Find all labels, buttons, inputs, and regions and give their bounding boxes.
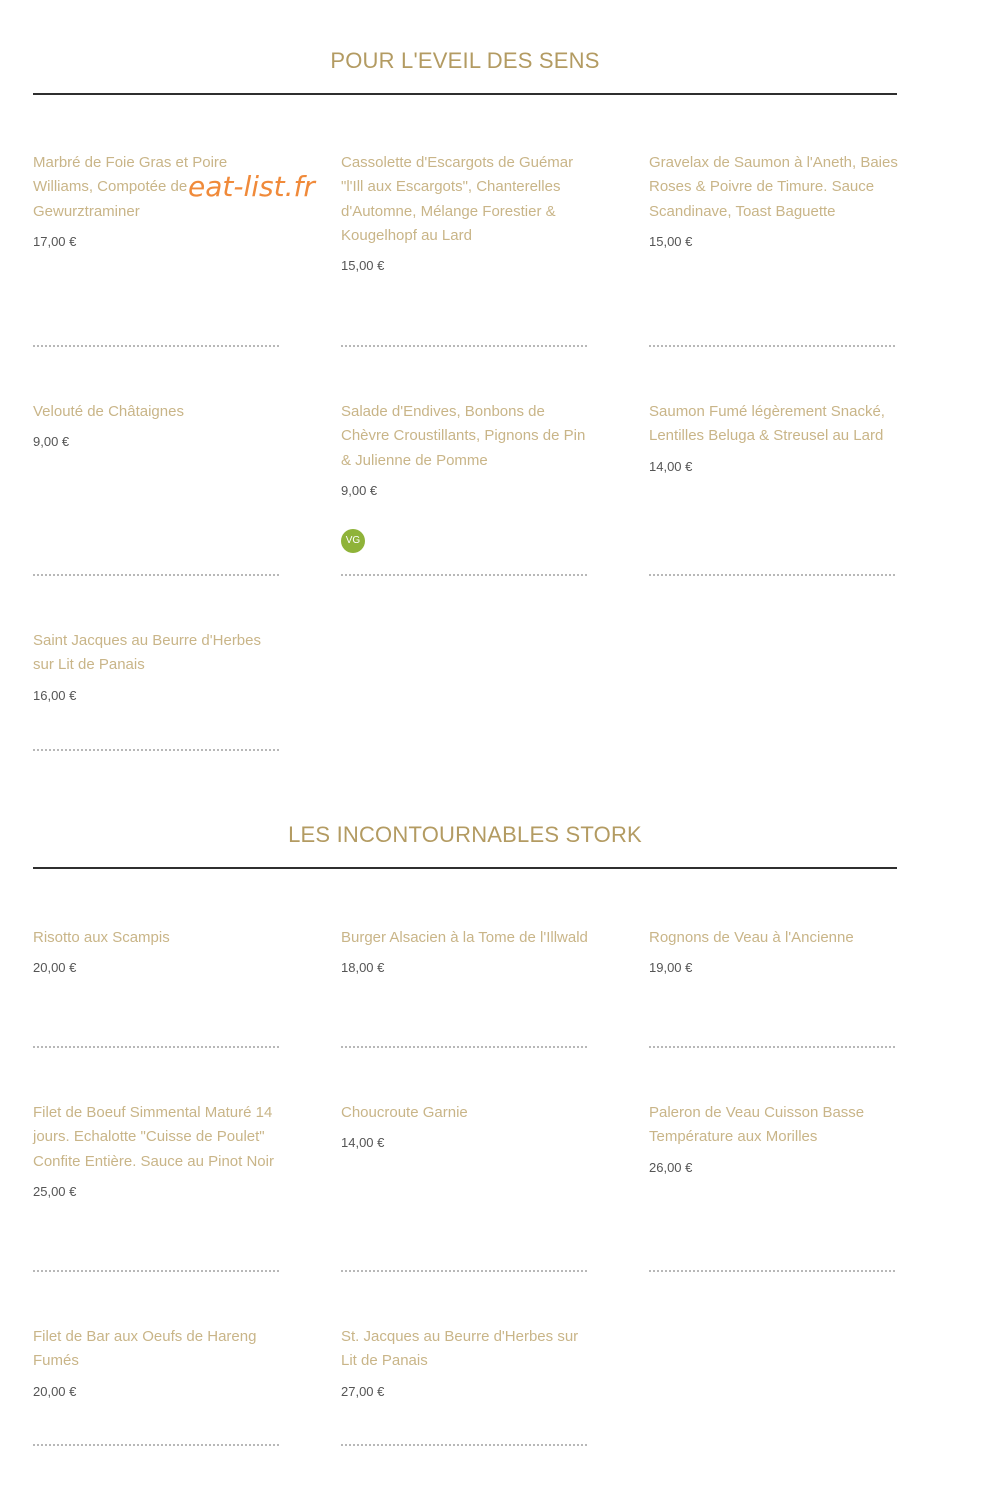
dotted-separator xyxy=(33,749,279,751)
menu-item xyxy=(341,1325,591,1399)
dish-name: Gravelax de Saumon à l'Aneth, Baies Roses & Poivre de Timure. Sauce Scandinave, Toast Baguette xyxy=(649,154,898,220)
dotted-separator xyxy=(33,345,279,347)
dotted-separator xyxy=(341,1270,587,1272)
section-divider xyxy=(33,93,897,95)
dish-price: 14,00 € xyxy=(649,458,693,474)
menu-item xyxy=(649,926,899,975)
dotted-separator xyxy=(649,1270,895,1272)
dish-price: 14,00 € xyxy=(341,1135,385,1151)
menu-item xyxy=(649,400,899,474)
dish-name: Filet de Bar aux Oeufs de Hareng Fumés xyxy=(33,1328,257,1370)
dish-name: Velouté de Châtaignes xyxy=(33,403,184,420)
dotted-separator xyxy=(649,1046,895,1048)
dish-price: 15,00 € xyxy=(649,233,693,249)
menu-item xyxy=(341,400,591,498)
dotted-separator xyxy=(341,1046,587,1048)
dotted-separator xyxy=(341,1444,587,1446)
dish-price: 15,00 € xyxy=(341,258,385,274)
dish-name: Risotto aux Scampis xyxy=(33,929,170,946)
dish-name: Burger Alsacien à la Tome de l'Illwald xyxy=(341,929,588,946)
dish-name: Marbré de Foie Gras et Poire Williams, Compotée de Gewurztraminer xyxy=(33,154,228,220)
menu-item xyxy=(341,151,591,273)
dish-price: 16,00 € xyxy=(33,687,77,703)
dish-name: Saint Jacques au Beurre d'Herbes sur Lit de Panais xyxy=(33,632,261,674)
watermark: eat-list.fr xyxy=(188,170,315,203)
menu-item xyxy=(33,1325,283,1399)
menu-item xyxy=(33,1101,283,1199)
dish-price: 25,00 € xyxy=(33,1183,77,1199)
dish-name: St. Jacques au Beurre d'Herbes sur Lit de Panais xyxy=(341,1328,579,1370)
dish-price: 9,00 € xyxy=(341,482,378,498)
dish-price: 17,00 € xyxy=(33,233,77,249)
dish-name: Cassolette d'Escargots de Guémar "l'Ill aux Escargots", Chanterelles d'Automne, Mélange Forestier & Kougelhopf au Lard xyxy=(341,154,574,244)
dish-name: Saumon Fumé légèrement Snacké, Lentilles Beluga & Streusel au Lard xyxy=(649,403,885,445)
menu-item xyxy=(649,1101,899,1175)
dotted-separator xyxy=(341,345,587,347)
section-divider xyxy=(33,867,897,869)
dotted-separator xyxy=(341,574,587,576)
menu-item xyxy=(341,1101,591,1150)
dish-name: Salade d'Endives, Bonbons de Chèvre Croustillants, Pignons de Pin & Julienne de Pomme xyxy=(341,403,586,469)
dish-price: 18,00 € xyxy=(341,960,385,976)
menu-item xyxy=(33,400,283,449)
menu-item xyxy=(649,151,899,249)
dotted-separator xyxy=(33,1444,279,1446)
section-title-incontournables-stork: LES INCONTOURNABLES STORK xyxy=(288,822,642,847)
dotted-separator xyxy=(649,574,895,576)
dish-price: 27,00 € xyxy=(341,1383,385,1399)
dotted-separator xyxy=(33,574,279,576)
dish-name: Rognons de Veau à l'Ancienne xyxy=(649,929,854,946)
dotted-separator xyxy=(33,1270,279,1272)
dish-name: Paleron de Veau Cuisson Basse Température aux Morilles xyxy=(649,1104,865,1146)
menu-item xyxy=(33,629,283,703)
dish-price: 20,00 € xyxy=(33,1383,77,1399)
dish-price: 9,00 € xyxy=(33,434,70,450)
dish-price: 19,00 € xyxy=(649,960,693,976)
dish-name: Filet de Boeuf Simmental Maturé 14 jours. Echalotte "Cuisse de Poulet" Confite Entière. Sauce au Pinot Noir xyxy=(33,1104,274,1170)
dotted-separator xyxy=(33,1046,279,1048)
dish-price: 20,00 € xyxy=(33,960,77,976)
dotted-separator xyxy=(649,345,895,347)
menu-item xyxy=(341,926,591,975)
menu-item xyxy=(33,926,283,975)
dish-name: Choucroute Garnie xyxy=(341,1104,468,1121)
dish-price: 26,00 € xyxy=(649,1159,693,1175)
section-title-eveil-des-sens: POUR L'EVEIL DES SENS xyxy=(330,48,600,73)
vegetarian-badge: VG xyxy=(341,529,365,553)
